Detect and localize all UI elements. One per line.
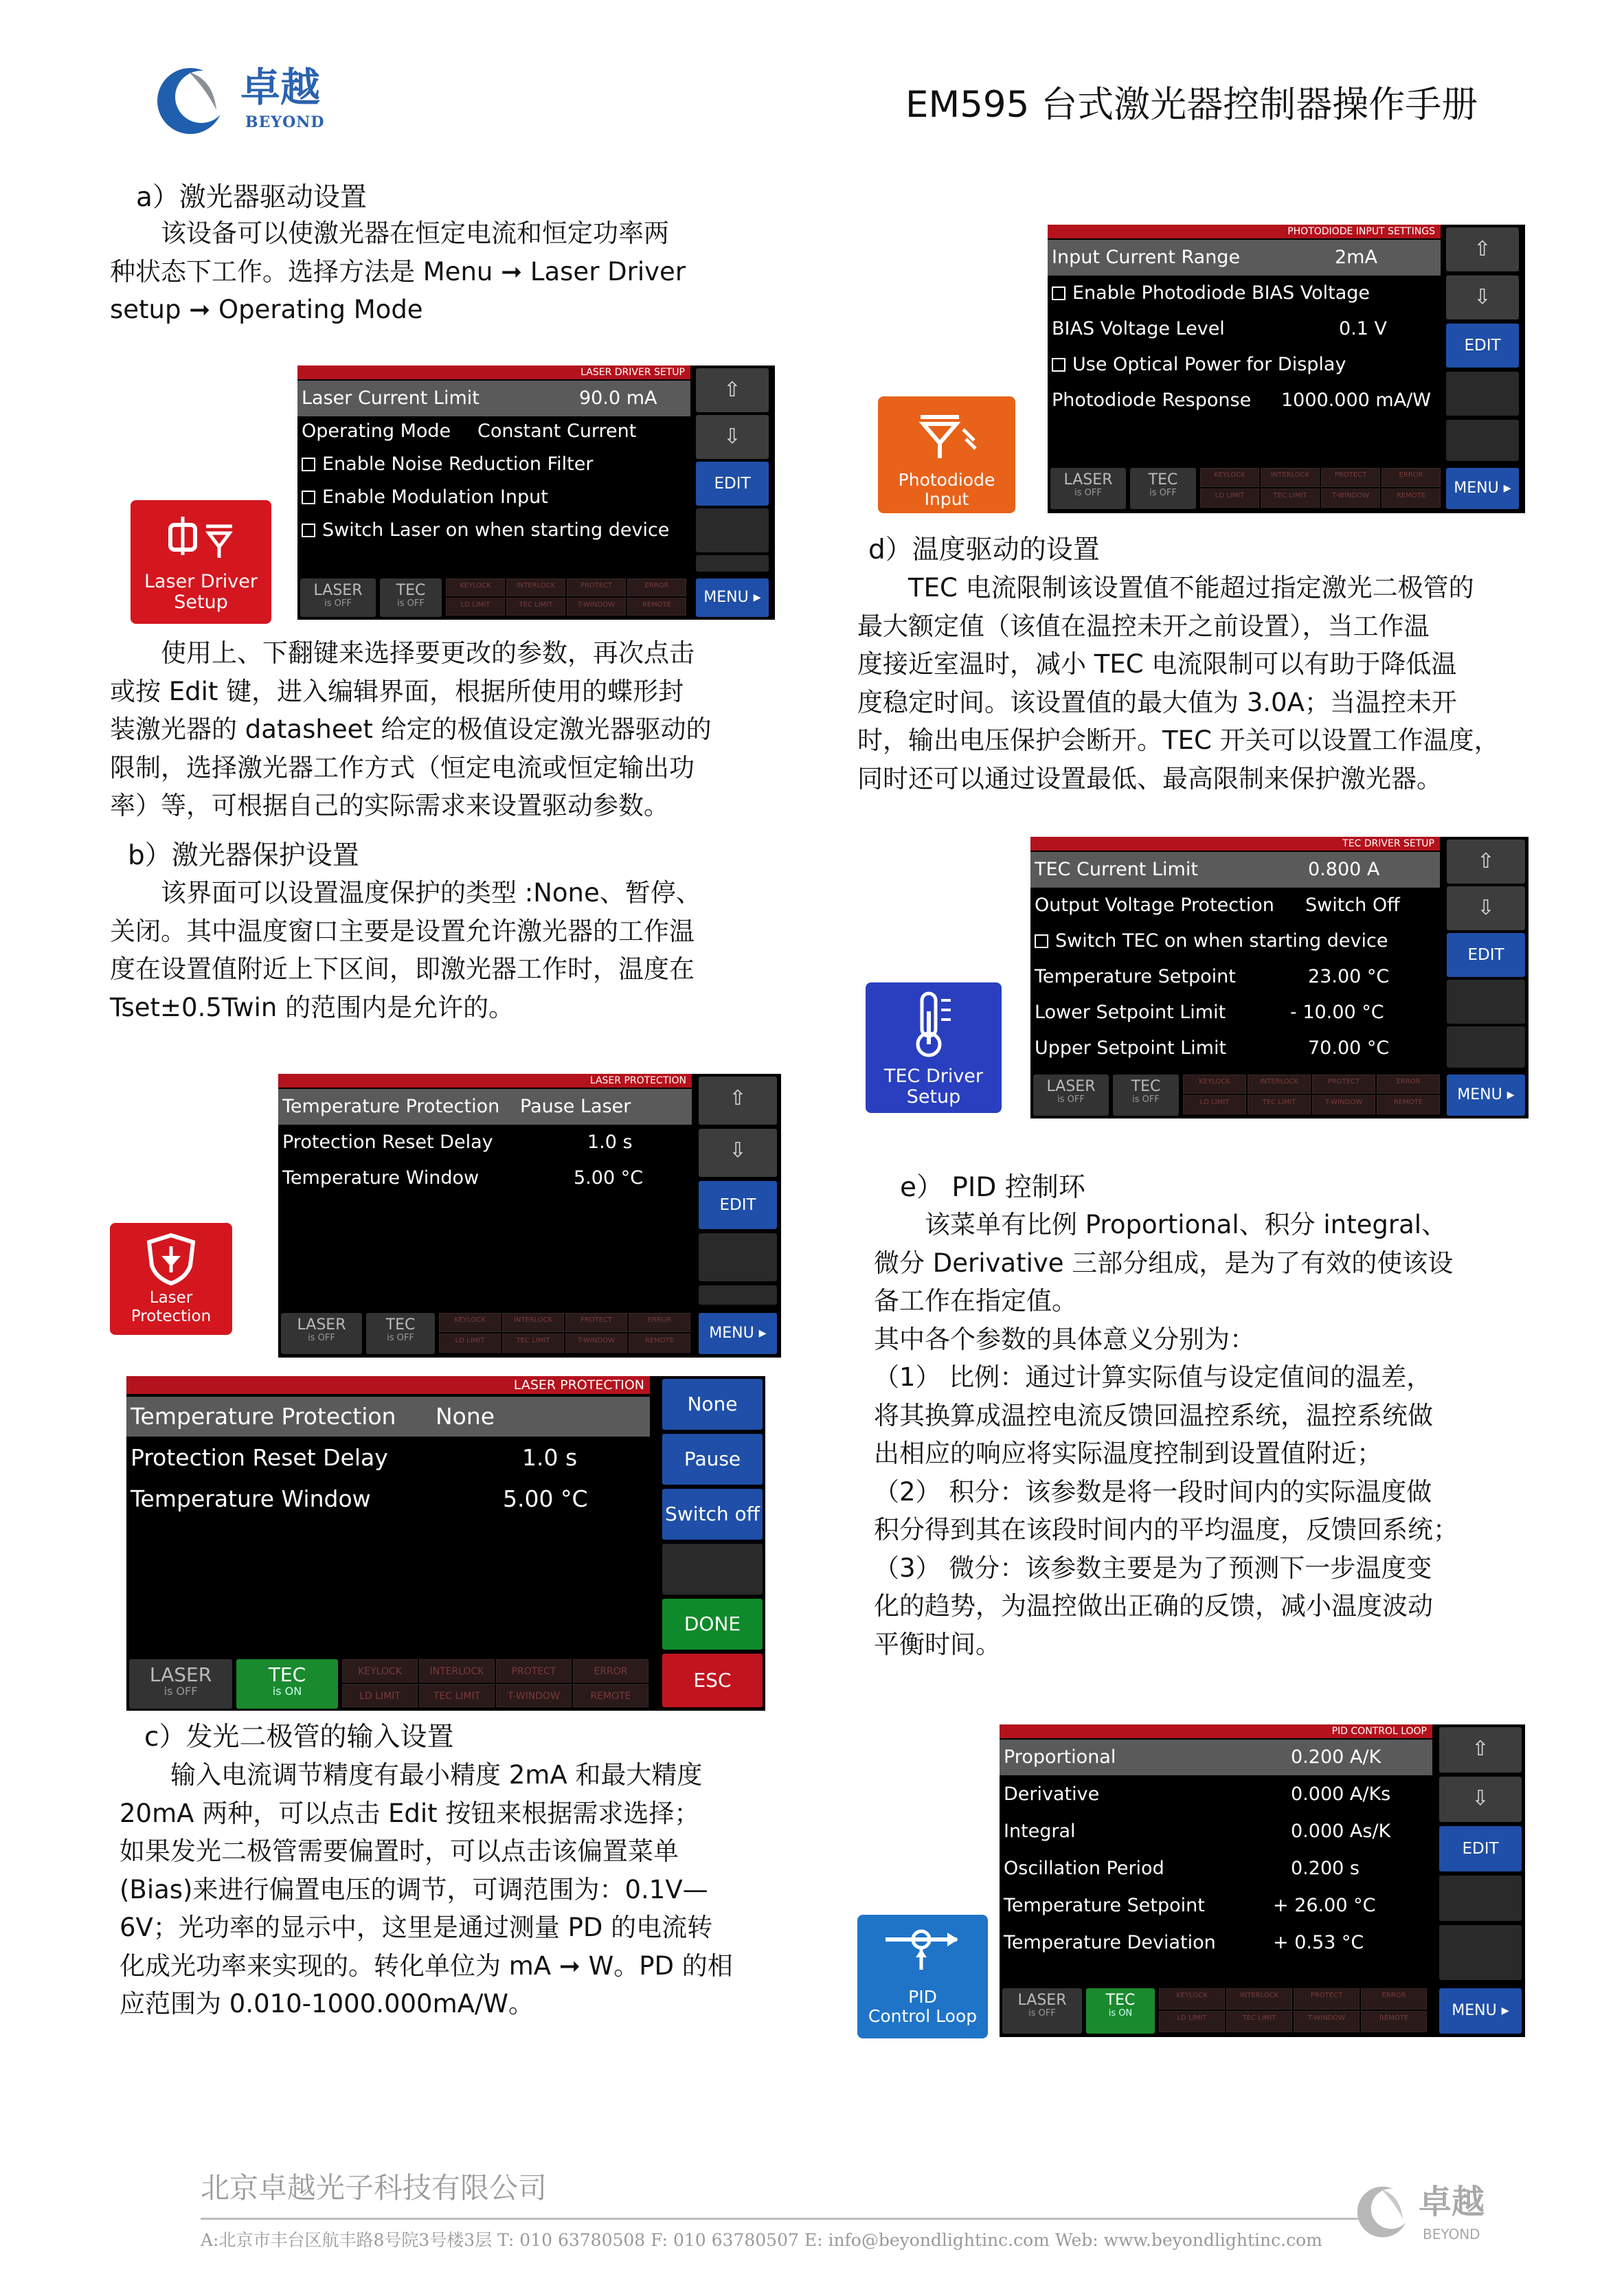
screen-title: PID CONTROL LOOP	[1000, 1724, 1432, 1738]
indicator: PROTECT	[496, 1659, 572, 1683]
text-line: 该设备可以使激光器在恒定电流和恒定功率两	[110, 218, 669, 248]
laser-status[interactable]: LASER is OFF	[1033, 1075, 1109, 1116]
option-switch-off-button[interactable]: Switch off	[662, 1489, 763, 1540]
text-line: 装激光器的 datasheet 给定的极值设定激光器驱动的	[110, 715, 712, 744]
indicator: KEYLOCK	[1159, 1988, 1225, 2010]
tile-label: Photodiode Input	[898, 470, 995, 509]
section-d-heading: d）温度驱动的设置	[868, 535, 1100, 565]
tec-status[interactable]: TEC is ON	[1086, 1988, 1155, 2034]
setting-row[interactable]: Input Current Range 2mA	[1048, 240, 1441, 275]
empty-button[interactable]	[1439, 1925, 1522, 1980]
text-line: 率）等，可根据自己的实际需求来设置驱动参数。	[110, 791, 669, 820]
footer-rule	[201, 2218, 1362, 2220]
edit-button[interactable]: EDIT	[1446, 324, 1519, 368]
empty-button[interactable]	[1446, 372, 1519, 416]
up-button[interactable]: ⇧	[1447, 840, 1525, 884]
footer-company: 北京卓越光子科技有限公司	[201, 2171, 548, 2205]
text-line: 化成光功率来实现的。转化单位为 mA ➞ W。PD 的相	[120, 1950, 733, 1981]
setting-row[interactable]: Temperature Protection None	[126, 1397, 650, 1437]
indicator: ERROR	[1361, 1988, 1427, 2010]
empty-button[interactable]	[1447, 980, 1525, 1024]
indicator: KEYLOCK	[342, 1659, 418, 1683]
menu-button[interactable]: MENU ▸	[1447, 1075, 1525, 1116]
header-logo	[148, 58, 326, 141]
section-b-heading: b）激光器保护设置	[128, 840, 359, 871]
esc-button[interactable]: ESC	[662, 1654, 763, 1707]
setting-row[interactable]: Photodiode Response 1000.000 mA/W	[1052, 390, 1431, 411]
setting-row[interactable]: Temperature Window 5.00 °C	[282, 1167, 644, 1189]
setting-row[interactable]: Switch TEC on when starting device	[1030, 923, 1440, 959]
text-line: setup ➞ Operating Mode	[110, 295, 423, 324]
screen-title: PHOTODIODE INPUT SETTINGS	[1048, 225, 1441, 238]
setting-row[interactable]: TEC Current Limit 0.800 A	[1030, 852, 1440, 888]
laser-protection-screen	[278, 1074, 781, 1358]
screen-title: TEC DRIVER SETUP	[1030, 837, 1440, 851]
text-line: (Bias)来进行偏置电压的调节，可调范围为：0.1V—	[120, 1874, 708, 1904]
setting-row[interactable]: Temperature Deviation + 0.53 °C	[1004, 1932, 1364, 1953]
text-line: 度在设置值附近上下区间，即激光器工作时，温度在	[110, 954, 695, 984]
indicator: ERROR	[573, 1659, 649, 1683]
laser-protection-tile[interactable]	[110, 1223, 232, 1335]
photodiode-input-tile[interactable]	[878, 396, 1015, 513]
setting-row[interactable]: Operating Mode Constant Current	[302, 420, 637, 442]
setting-row[interactable]: BIAS Voltage Level 0.1 V	[1052, 318, 1387, 339]
setting-row[interactable]: Enable Modulation Input	[297, 480, 690, 515]
tec-status[interactable]: TEC is OFF	[1130, 468, 1196, 509]
screen-title: LASER PROTECTION	[126, 1376, 650, 1394]
text-line: 备工作在指定值。	[874, 1286, 1077, 1316]
indicator: LD LIMIT	[1183, 1095, 1246, 1114]
indicator: T-WINDOW	[1294, 2011, 1360, 2032]
indicator: LD LIMIT	[446, 598, 505, 616]
option-none-button[interactable]: None	[662, 1379, 763, 1430]
indicator: KEYLOCK	[446, 578, 505, 596]
empty-button[interactable]	[699, 1233, 777, 1281]
indicator: ERROR	[1381, 468, 1441, 487]
indicator: T-WINDOW	[1312, 1095, 1375, 1114]
section-a2-text	[110, 634, 797, 825]
setting-row[interactable]: Temperature Setpoint 23.00 °C	[1035, 966, 1390, 987]
setting-row[interactable]: Enable Photodiode BIAS Voltage	[1048, 275, 1441, 311]
laser-protection-edit-screen	[126, 1376, 765, 1711]
text-line: （1） 比例：通过计算实际值与设定值间的温差，	[874, 1362, 1432, 1392]
empty-button[interactable]	[662, 1544, 763, 1595]
indicator: REMOTE	[629, 1334, 690, 1353]
setting-row[interactable]: Output Voltage Protection Switch Off	[1035, 895, 1400, 916]
text-line: 最大额定值（该值在温控未开之前设置），当工作温	[857, 611, 1430, 641]
text-line: 输入电流调节精度有最小精度 2mA 和最大精度	[120, 1760, 703, 1790]
logo-en: BEYOND	[245, 113, 325, 131]
indicator: LD LIMIT	[1159, 2011, 1225, 2032]
text-line: 同时还可以通过设置最低、最高限制来保护激光器。	[857, 763, 1442, 794]
tile-label: TEC Driver Setup	[883, 1066, 984, 1107]
up-button[interactable]: ⇧	[1439, 1727, 1522, 1773]
text-line: TEC 电流限制该设置值不能超过指定激光二极管的	[857, 573, 1474, 603]
text-line: 或按 Edit 键，进入编辑界面，根据所使用的蝶形封	[110, 676, 684, 706]
tec-status[interactable]: TEC is OFF	[366, 1313, 435, 1354]
section-e-text	[874, 1206, 1561, 1663]
laser-driver-screen	[297, 366, 775, 620]
tile-label: PID Control Loop	[868, 1987, 978, 2026]
indicator: T-WINDOW	[1321, 488, 1380, 508]
laser-status[interactable]: LASER is OFF	[1002, 1988, 1082, 2034]
up-button[interactable]: ⇧	[699, 1077, 777, 1125]
indicator: PROTECT	[567, 578, 626, 596]
indicator: LD LIMIT	[439, 1334, 501, 1353]
indicator: KEYLOCK	[439, 1313, 501, 1332]
indicator: KEYLOCK	[1183, 1075, 1246, 1094]
down-button[interactable]: ⇩	[696, 415, 769, 459]
edit-button[interactable]: EDIT	[1447, 933, 1525, 977]
tec-status[interactable]: TEC is OFF	[380, 578, 442, 617]
indicator: ERROR	[627, 578, 686, 596]
indicator: T-WINDOW	[567, 598, 626, 616]
up-button[interactable]: ⇧	[1446, 227, 1519, 271]
menu-button[interactable]: MENU ▸	[696, 578, 769, 617]
text-line: 化的趋势，为温控做出正确的反馈，减小温度波动	[874, 1591, 1433, 1621]
done-button[interactable]: DONE	[662, 1599, 763, 1650]
down-button[interactable]: ⇩	[1447, 886, 1525, 930]
indicator: PROTECT	[1321, 468, 1380, 487]
text-line: 其中各个参数的具体意义分别为：	[874, 1324, 1255, 1354]
setting-row[interactable]: Enable Noise Reduction Filter	[297, 447, 690, 482]
indicator: PROTECT	[1312, 1075, 1375, 1094]
tile-label: Laser Driver Setup	[144, 571, 258, 613]
checkbox[interactable]	[302, 524, 315, 537]
checkbox[interactable]	[1052, 286, 1065, 300]
laser-status[interactable]: LASER is OFF	[281, 1313, 362, 1354]
control-loop-icon	[881, 1926, 964, 1974]
thermometer-icon	[910, 991, 958, 1059]
text-line: （3） 微分：该参数主要是为了预测下一步温度变	[874, 1553, 1432, 1583]
checkbox[interactable]	[1035, 934, 1048, 948]
beyond-logo-icon	[148, 58, 237, 141]
tec-status[interactable]: TEC is ON	[236, 1659, 338, 1709]
menu-button[interactable]: MENU ▸	[699, 1313, 777, 1354]
text-line: 度稳定时间。该设置值的最大值为 3.0A；当温控未开	[857, 687, 1457, 717]
text-line: 6V；光功率的显示中，这里是通过测量 PD 的电流转	[120, 1913, 713, 1942]
setting-row[interactable]: Derivative 0.000 A/Ks	[1004, 1784, 1391, 1805]
setting-row[interactable]: Protection Reset Delay 1.0 s	[282, 1132, 633, 1153]
indicator: REMOTE	[627, 598, 686, 616]
logo-en: BEYOND	[1423, 2226, 1480, 2242]
beyond-logo-icon	[1350, 2177, 1419, 2245]
text-line: 限制，选择激光器工作方式（恒定电流或恒定输出功	[110, 752, 695, 783]
text-line: 将其换算成温控电流反馈回温控系统，温控系统做	[874, 1400, 1433, 1430]
indicator: REMOTE	[1361, 2011, 1427, 2032]
setting-row[interactable]: Lower Setpoint Limit - 10.00 °C	[1035, 1002, 1384, 1023]
setting-row[interactable]: Proportional 0.200 A/K	[1000, 1740, 1432, 1775]
indicator: INTERLOCK	[1248, 1075, 1311, 1094]
section-c-heading: c）发光二极管的输入设置	[144, 1722, 454, 1753]
text-line: 出相应的响应将实际温度控制到设置值附近；	[874, 1439, 1382, 1468]
empty-button[interactable]	[1439, 1876, 1522, 1921]
indicator: INTERLOCK	[506, 578, 565, 596]
down-button[interactable]: ⇩	[699, 1129, 777, 1177]
indicator: KEYLOCK	[1200, 468, 1259, 487]
edit-button[interactable]: EDIT	[696, 462, 769, 506]
indicator: ERROR	[629, 1313, 690, 1332]
laser-driver-icon	[163, 513, 239, 561]
text-line: 微分 Derivative 三部分组成，是为了有效的使该设	[874, 1248, 1454, 1278]
indicator: PROTECT	[565, 1313, 627, 1332]
setting-row[interactable]: Oscillation Period 0.200 s	[1004, 1858, 1360, 1879]
empty-button[interactable]	[696, 555, 769, 572]
setting-row[interactable]: Integral 0.000 As/K	[1004, 1821, 1391, 1842]
screen-title: LASER DRIVER SETUP	[297, 366, 690, 379]
laser-driver-setup-tile[interactable]	[131, 500, 271, 624]
pid-screen	[1000, 1724, 1525, 2037]
text-line: 应范围为 0.010-1000.000mA/W。	[120, 1989, 534, 2019]
indicator: LD LIMIT	[1200, 488, 1259, 508]
tile-label: Laser Protection	[131, 1289, 212, 1325]
text-line: 种状态下工作。选择方法是 Menu ➞ Laser Driver	[110, 256, 686, 286]
indicator: TEC LIMIT	[502, 1334, 564, 1353]
text-line: 积分得到其在该段时间内的平均温度，反馈回系统；	[874, 1515, 1458, 1544]
indicator: REMOTE	[1377, 1095, 1440, 1114]
tec-driver-screen	[1030, 837, 1529, 1118]
text-line: 度接近室温时，减小 TEC 电流限制可以有助于降低温	[857, 649, 1457, 679]
down-button[interactable]: ⇩	[1446, 275, 1519, 319]
section-c-text	[120, 1756, 807, 2023]
text-line: （2） 积分：该参数是将一段时间内的实际温度做	[874, 1476, 1432, 1507]
indicator: ERROR	[1377, 1075, 1440, 1094]
text-line: Tset±0.5Twin 的范围内是允许的。	[110, 992, 515, 1022]
setting-row[interactable]: Upper Setpoint Limit 70.00 °C	[1035, 1037, 1390, 1059]
logo-cn: 卓越	[240, 64, 321, 111]
tec-status[interactable]: TEC is OFF	[1113, 1075, 1179, 1116]
section-a-heading: a）激光器驱动设置	[136, 182, 367, 213]
section-e-heading: e） PID 控制环	[900, 1172, 1085, 1203]
indicator: T-WINDOW	[565, 1334, 627, 1353]
checkbox[interactable]	[302, 491, 315, 504]
empty-button[interactable]	[1446, 420, 1519, 461]
logo-cn: 卓越	[1419, 2183, 1485, 2221]
laser-status[interactable]: LASER is OFF	[300, 578, 376, 617]
indicator: INTERLOCK	[502, 1313, 564, 1332]
text-line: 该菜单有比例 Proportional、积分 integral、	[874, 1210, 1447, 1239]
setting-row[interactable]: Temperature Protection Pause Laser	[278, 1089, 692, 1125]
laser-status[interactable]: LASER is OFF	[129, 1659, 232, 1709]
tec-driver-setup-tile[interactable]	[866, 982, 1002, 1113]
text-line: 时，输出电压保护会断开。TEC 开关可以设置工作温度，	[857, 726, 1500, 755]
text-line: 平衡时间。	[874, 1629, 1001, 1659]
indicator: INTERLOCK	[1226, 1988, 1292, 2010]
edit-button[interactable]: EDIT	[1439, 1826, 1522, 1871]
footer-logo	[1350, 2177, 1501, 2252]
empty-button[interactable]	[699, 1285, 777, 1305]
up-button[interactable]: ⇧	[696, 368, 769, 412]
down-button[interactable]: ⇩	[1439, 1777, 1522, 1822]
indicator: TEC LIMIT	[419, 1684, 495, 1707]
setting-row[interactable]: Temperature Setpoint + 26.00 °C	[1004, 1895, 1376, 1916]
setting-row[interactable]: Use Optical Power for Display	[1048, 347, 1441, 383]
text-line: 关闭。其中温度窗口主要是设置允许激光器的工作温	[110, 916, 695, 946]
setting-row[interactable]: Laser Current Limit 90.0 mA	[297, 381, 690, 416]
indicator: INTERLOCK	[1261, 468, 1320, 487]
menu-button[interactable]: MENU ▸	[1446, 468, 1519, 509]
photodiode-screen	[1048, 225, 1525, 513]
indicator: TEC LIMIT	[506, 598, 565, 616]
indicator: TEC LIMIT	[1261, 488, 1320, 508]
setting-row[interactable]: Protection Reset Delay 1.0 s	[131, 1444, 578, 1471]
empty-button[interactable]	[696, 508, 769, 552]
indicator: T-WINDOW	[496, 1684, 572, 1707]
footer-address: A:北京市丰台区航丰路8号院3号楼3层 T: 010 63780508 F: 010 63780507 E: info@beyondlightinc.com Web: www.beyondlightinc.com	[201, 2230, 1322, 2250]
section-d-text	[857, 569, 1544, 798]
laser-status[interactable]: LASER is OFF	[1050, 468, 1126, 509]
indicator: PROTECT	[1294, 1988, 1360, 2010]
setting-row[interactable]: Temperature Window 5.00 °C	[131, 1485, 588, 1512]
indicator: REMOTE	[573, 1684, 649, 1707]
section-b-text	[110, 874, 797, 1026]
setting-row[interactable]: Switch Laser on when starting device	[297, 513, 690, 548]
menu-button[interactable]: MENU ▸	[1439, 1988, 1522, 2034]
indicator: REMOTE	[1381, 488, 1441, 508]
indicator: LD LIMIT	[342, 1684, 418, 1707]
screen-title: LASER PROTECTION	[278, 1074, 692, 1088]
text-line: 20mA 两种，可以点击 Edit 按钮来根据需求选择；	[120, 1798, 700, 1828]
indicator: INTERLOCK	[419, 1659, 495, 1683]
pid-control-loop-tile[interactable]	[857, 1915, 988, 2038]
photodiode-icon	[914, 406, 980, 461]
text-line: 该界面可以设置温度保护的类型 :None、暂停、	[110, 878, 701, 908]
option-pause-button[interactable]: Pause	[662, 1434, 763, 1485]
checkbox[interactable]	[302, 458, 315, 471]
empty-button[interactable]	[1447, 1026, 1525, 1068]
doc-title: EM595 台式激光器控制器操作手册	[905, 84, 1478, 126]
text-line: 使用上、下翻键来选择要更改的参数，再次点击	[110, 638, 695, 668]
indicator: TEC LIMIT	[1226, 2011, 1292, 2032]
indicator: TEC LIMIT	[1248, 1095, 1311, 1114]
checkbox[interactable]	[1052, 358, 1065, 372]
edit-button[interactable]: EDIT	[699, 1181, 777, 1229]
shield-icon	[145, 1233, 197, 1286]
text-line: 如果发光二极管需要偏置时，可以点击该偏置菜单	[120, 1836, 679, 1866]
section-a-text	[110, 214, 797, 329]
